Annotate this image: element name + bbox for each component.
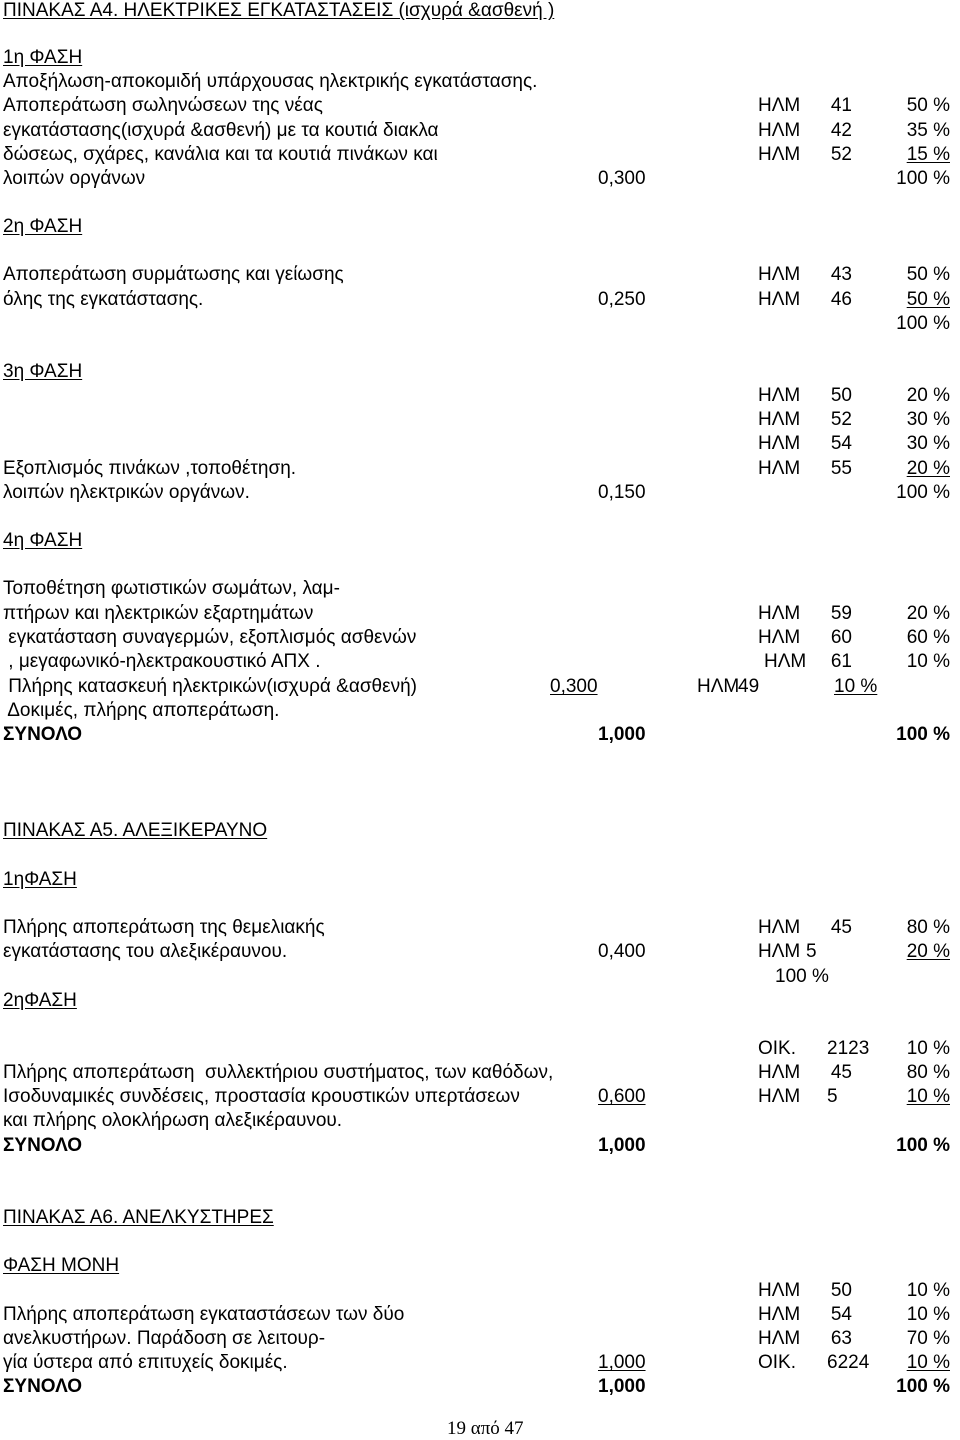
a6-phase-code-num: 6224 [827, 1352, 870, 1373]
a5-phase2-code-pct: 10 % [906, 1038, 950, 1059]
a4-phase1-line: εγκατάστασης(ισχυρά &ασθενή) με τα κουτιά διακλα [3, 120, 439, 141]
a4-phase2-code: ΗΛΜ [758, 264, 801, 285]
a4-phase2-total: 100 % [896, 313, 950, 334]
a4-total-pct: 100 % [896, 724, 950, 745]
a6-phase-code-pct: 10 % [906, 1352, 950, 1373]
a4-phase3-code-num: 52 [830, 409, 852, 430]
a4-phase1-line: δώσεως, σχάρες, κανάλια και τα κουτιά πινάκων και [3, 144, 438, 165]
a5-phase1-total: 100 % [775, 966, 829, 987]
a4-phase3-code-pct: 20 % [906, 385, 950, 406]
a5-total-pct: 100 % [896, 1135, 950, 1156]
a4-phase1-code: ΗΛΜ [758, 95, 801, 116]
a4-phase3-code: ΗΛΜ [758, 458, 801, 479]
a4-phase4-label: 4η ΦΑΣΗ [3, 530, 83, 551]
a4-phase2-code-num: 46 [830, 289, 852, 310]
a4-phase4-weight: 0,300 [550, 676, 598, 697]
a5-phase2-code: ΗΛΜ [758, 1062, 801, 1083]
a4-phase4-line: πτήρων και ηλεκτρικών εξαρτημάτων [3, 603, 314, 624]
a4-phase4-line: Πλήρης κατασκευή ηλεκτρικών(ισχυρά &ασθενή) [3, 676, 417, 697]
a4-phase3-weight: 0,150 [598, 482, 646, 503]
a4-phase3-total: 100 % [896, 482, 950, 503]
a4-phase1-code-num: 42 [830, 120, 852, 141]
a5-total-label: ΣΥΝΟΛΟ [3, 1135, 83, 1156]
a4-phase3-code-pct: 30 % [906, 433, 950, 454]
a4-phase1-code-pct: 35 % [906, 120, 950, 141]
a4-phase3-code-pct: 20 % [906, 458, 950, 479]
a4-phase1-weight: 0,300 [598, 168, 646, 189]
a4-phase4-code-pct: 10 % [834, 676, 878, 697]
a4-phase2-code-pct: 50 % [906, 289, 950, 310]
a4-phase4-code: ΗΛΜ [758, 627, 801, 648]
a5-phase2-code-pct: 80 % [906, 1062, 950, 1083]
a4-phase1-total: 100 % [896, 168, 950, 189]
a4-phase4-line: εγκατάσταση συναγερμών, εξοπλισμός ασθενών [3, 627, 417, 648]
a6-phase-code: ΗΛΜ [758, 1304, 801, 1325]
a4-phase4-code-pct: 10 % [906, 651, 950, 672]
a4-phase2-label: 2η ΦΑΣΗ [3, 216, 83, 237]
a6-total-label: ΣΥΝΟΛΟ [3, 1376, 83, 1397]
a4-phase3-code-pct: 30 % [906, 409, 950, 430]
a5-phase2-weight: 0,600 [598, 1086, 646, 1107]
a4-phase4-code-num: 49 [738, 676, 760, 697]
a6-phase-code-pct: 10 % [906, 1304, 950, 1325]
a4-phase4-code: ΗΛΜ [758, 603, 801, 624]
table-a6-title: ΠΙΝΑΚΑΣ Α6. ΑΝΕΛΚΥΣΤΗΡΕΣ [3, 1207, 274, 1228]
a4-phase4-line: Τοποθέτηση φωτιστικών σωμάτων, λαμ- [3, 578, 340, 599]
table-a4-title: ΠΙΝΑΚΑΣ Α4. ΗΛΕΚΤΡΙΚΕΣ ΕΓΚΑΤΑΣΤΑΣΕΙΣ (ισχυρά &ασθενή ) [3, 0, 555, 21]
a5-phase1-weight: 0,400 [598, 941, 646, 962]
a4-phase4-code-num: 60 [830, 627, 852, 648]
a5-phase2-code-pct: 10 % [906, 1086, 950, 1107]
a4-phase1-line: Αποπεράτωση σωληνώσεων της νέας [3, 95, 323, 116]
a4-phase2-line: όλης της εγκατάστασης. [3, 289, 204, 310]
a4-phase2-code: ΗΛΜ [758, 289, 801, 310]
table-a5-title: ΠΙΝΑΚΑΣ Α5. ΑΛΕΞΙΚΕΡΑΥΝΟ [3, 820, 268, 841]
a6-total-weight: 1,000 [598, 1376, 646, 1397]
a4-phase4-code-pct: 20 % [906, 603, 950, 624]
a4-phase1-line: Αποξήλωση-αποκομιδή υπάρχουσας ηλεκτρικής εγκατάστασης. [3, 71, 538, 92]
a4-phase1-code-num: 52 [830, 144, 852, 165]
a4-phase2-weight: 0,250 [598, 289, 646, 310]
a5-phase1-label: 1ηΦΑΣΗ [3, 869, 77, 890]
a5-phase2-label: 2ηΦΑΣΗ [3, 990, 77, 1011]
a5-phase2-code-num: 5 [827, 1086, 838, 1107]
a4-phase1-code: ΗΛΜ [758, 144, 801, 165]
a4-phase3-label: 3η ΦΑΣΗ [3, 361, 83, 382]
a6-phase-code: ΟΙΚ. [758, 1352, 797, 1373]
a4-phase3-code: ΗΛΜ [758, 385, 801, 406]
a4-phase1-code-pct: 15 % [906, 144, 950, 165]
a5-phase2-line: Ισοδυναμικές συνδέσεις, προστασία κρουστικών υπερτάσεων [3, 1086, 520, 1107]
a5-phase1-code: ΗΛΜ [758, 917, 801, 938]
a5-phase2-code-num: 2123 [827, 1038, 870, 1059]
a6-phase-line: Πλήρης αποπεράτωση εγκαταστάσεων των δύο [3, 1304, 405, 1325]
a5-phase1-line: Πλήρης αποπεράτωση της θεμελιακής [3, 917, 325, 938]
a6-phase-code-pct: 70 % [906, 1328, 950, 1349]
a4-phase3-code-num: 50 [830, 385, 852, 406]
a4-phase4-code-num: 59 [830, 603, 852, 624]
a4-phase3-code: ΗΛΜ [758, 409, 801, 430]
a5-phase2-code: ΟΙΚ. [758, 1038, 797, 1059]
a4-phase2-line: Αποπεράτωση συρμάτωσης και γείωσης [3, 264, 344, 285]
a4-phase4-line: Δοκιμές, πλήρης αποπεράτωση. [3, 700, 280, 721]
a4-phase4-line: , μεγαφωνικό-ηλεκτρακουστικό ΑΠΧ . [3, 651, 321, 672]
a4-phase3-code-num: 55 [830, 458, 852, 479]
a5-phase1-code-pct: 80 % [906, 917, 950, 938]
a4-phase1-line: λοιπών οργάνων [3, 168, 146, 189]
a5-phase2-code-num: 45 [830, 1062, 852, 1083]
a4-phase3-code: ΗΛΜ [758, 433, 801, 454]
a4-phase4-code: ΗΛΜ [697, 676, 740, 697]
a5-phase2-line: Πλήρης αποπεράτωση συλλεκτήριου συστήματος, των καθόδων, [3, 1062, 554, 1083]
a6-phase-code-pct: 10 % [906, 1280, 950, 1301]
a5-total-weight: 1,000 [598, 1135, 646, 1156]
a4-phase3-line: λοιπών ηλεκτρικών οργάνων. [3, 482, 250, 503]
a6-total-pct: 100 % [896, 1376, 950, 1397]
page-number: 19 από 47 [447, 1418, 524, 1439]
a5-phase2-line: και πλήρης ολοκλήρωση αλεξικέραυνου. [3, 1110, 343, 1131]
a5-phase1-code: ΗΛΜ [758, 941, 801, 962]
a5-phase2-code: ΗΛΜ [758, 1086, 801, 1107]
a4-phase4-code-pct: 60 % [906, 627, 950, 648]
a4-phase1-label: 1η ΦΑΣΗ [3, 47, 83, 68]
a5-phase1-code-num: 5 [806, 941, 817, 962]
a6-phase-code: ΗΛΜ [758, 1328, 801, 1349]
a4-phase1-code-pct: 50 % [906, 95, 950, 116]
a4-phase3-code-num: 54 [830, 433, 852, 454]
a4-phase4-code-num: 61 [830, 651, 852, 672]
a6-phase-line: γία ύστερα από επιτυχείς δοκιμές. [3, 1352, 288, 1373]
a4-phase3-line: Εξοπλισμός πινάκων ,τοποθέτηση. [3, 458, 297, 479]
a4-phase2-code-num: 43 [830, 264, 852, 285]
a6-phase-code-num: 54 [830, 1304, 852, 1325]
a6-phase-code-num: 50 [830, 1280, 852, 1301]
a4-phase2-code-pct: 50 % [906, 264, 950, 285]
a4-total-weight: 1,000 [598, 724, 646, 745]
a5-phase1-line: εγκατάστασης του αλεξικέραυνου. [3, 941, 288, 962]
a5-phase1-code-pct: 20 % [906, 941, 950, 962]
a5-phase1-code-num: 45 [830, 917, 852, 938]
a4-phase4-code: ΗΛΜ [764, 651, 807, 672]
a6-phase-label: ΦΑΣΗ ΜΟΝΗ [3, 1255, 120, 1276]
a4-phase1-code-num: 41 [830, 95, 852, 116]
a4-phase1-code: ΗΛΜ [758, 120, 801, 141]
a6-phase-weight: 1,000 [598, 1352, 646, 1373]
a6-phase-code-num: 63 [830, 1328, 852, 1349]
a6-phase-line: ανελκυστήρων. Παράδοση σε λειτουρ- [3, 1328, 326, 1349]
a4-total-label: ΣΥΝΟΛΟ [3, 724, 83, 745]
a6-phase-code: ΗΛΜ [758, 1280, 801, 1301]
